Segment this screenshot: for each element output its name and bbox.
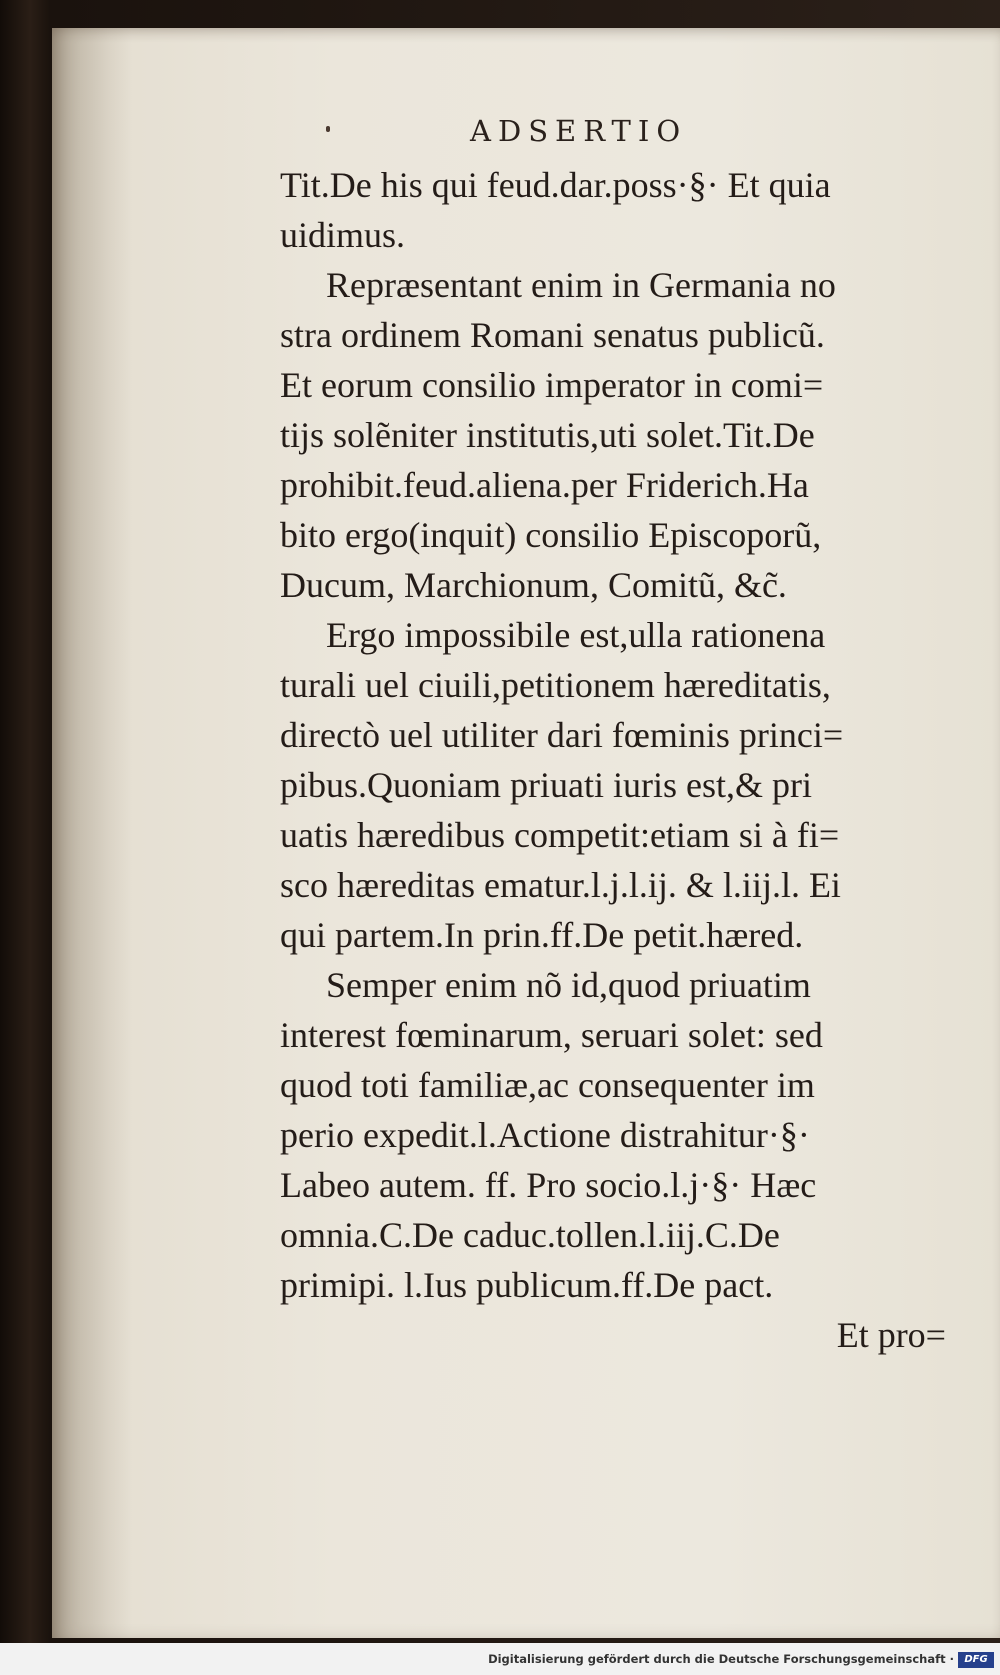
text-line: turali uel ciuili,petitionem hæreditatis,: [280, 665, 831, 705]
text-line: Ducum, Marchionum, Comitũ, &c̃.: [280, 565, 787, 605]
text-line: tijs solẽniter institutis,uti solet.Tit.De: [280, 415, 815, 455]
text-line: sco hæreditas ematur.l.j.l.ij. & l.iij.l. Ei: [280, 865, 841, 905]
running-head: ADSERTIO: [470, 114, 688, 148]
text-line: Ergo impossibile est,ulla rationena: [326, 615, 826, 655]
text-line: interest fœminarum, seruari solet: sed: [280, 1015, 823, 1055]
text-line: Semper enim nõ id,quod priuatim: [326, 965, 811, 1005]
text-line: perio expedit.l.Actione distrahitur·§·: [280, 1115, 810, 1155]
text-line: quod toti familiæ,ac consequenter im: [280, 1065, 815, 1105]
digitization-footer: [0, 1643, 1000, 1675]
text-line: qui partem.In prin.ff.De petit.hæred.: [280, 915, 804, 955]
footer-credit: Digitalisierung gefördert durch die Deutsche Forschungsgemeinschaft ·: [488, 1652, 954, 1666]
catchword: Et pro=: [836, 1315, 946, 1355]
text-line: primipi. l.Ius publicum.ff.De pact.: [280, 1265, 774, 1305]
text-line: pibus.Quoniam priuati iuris est,& pri: [280, 765, 812, 805]
text-line: prohibit.feud.aliena.per Friderich.Ha: [280, 465, 809, 505]
text-line: omnia.C.De caduc.tollen.l.iij.C.De: [280, 1215, 780, 1255]
text-line: Labeo autem. ff. Pro socio.l.j·§· Hæc: [280, 1165, 817, 1205]
text-line: Et eorum consilio imperator in comi=: [280, 365, 824, 405]
dfg-logo: DFG: [958, 1652, 994, 1668]
gutter-shadow: [52, 28, 132, 1638]
folio-mark: [326, 126, 330, 132]
text-block: [280, 160, 948, 1360]
text-line: uatis hæredibus competit:etiam si à fi=: [280, 815, 840, 855]
text-line: Repræsentant enim in Germania no: [326, 265, 836, 305]
text-line: uidimus.: [280, 215, 406, 255]
text-line: Tit.De his qui feud.dar.poss·§· Et quia: [280, 165, 831, 205]
text-line: bito ergo(inquit) consilio Episcoporũ,: [280, 515, 822, 555]
text-line: stra ordinem Romani senatus publicũ.: [280, 315, 825, 355]
text-line: directò uel utiliter dari fœminis princi=: [280, 715, 844, 755]
